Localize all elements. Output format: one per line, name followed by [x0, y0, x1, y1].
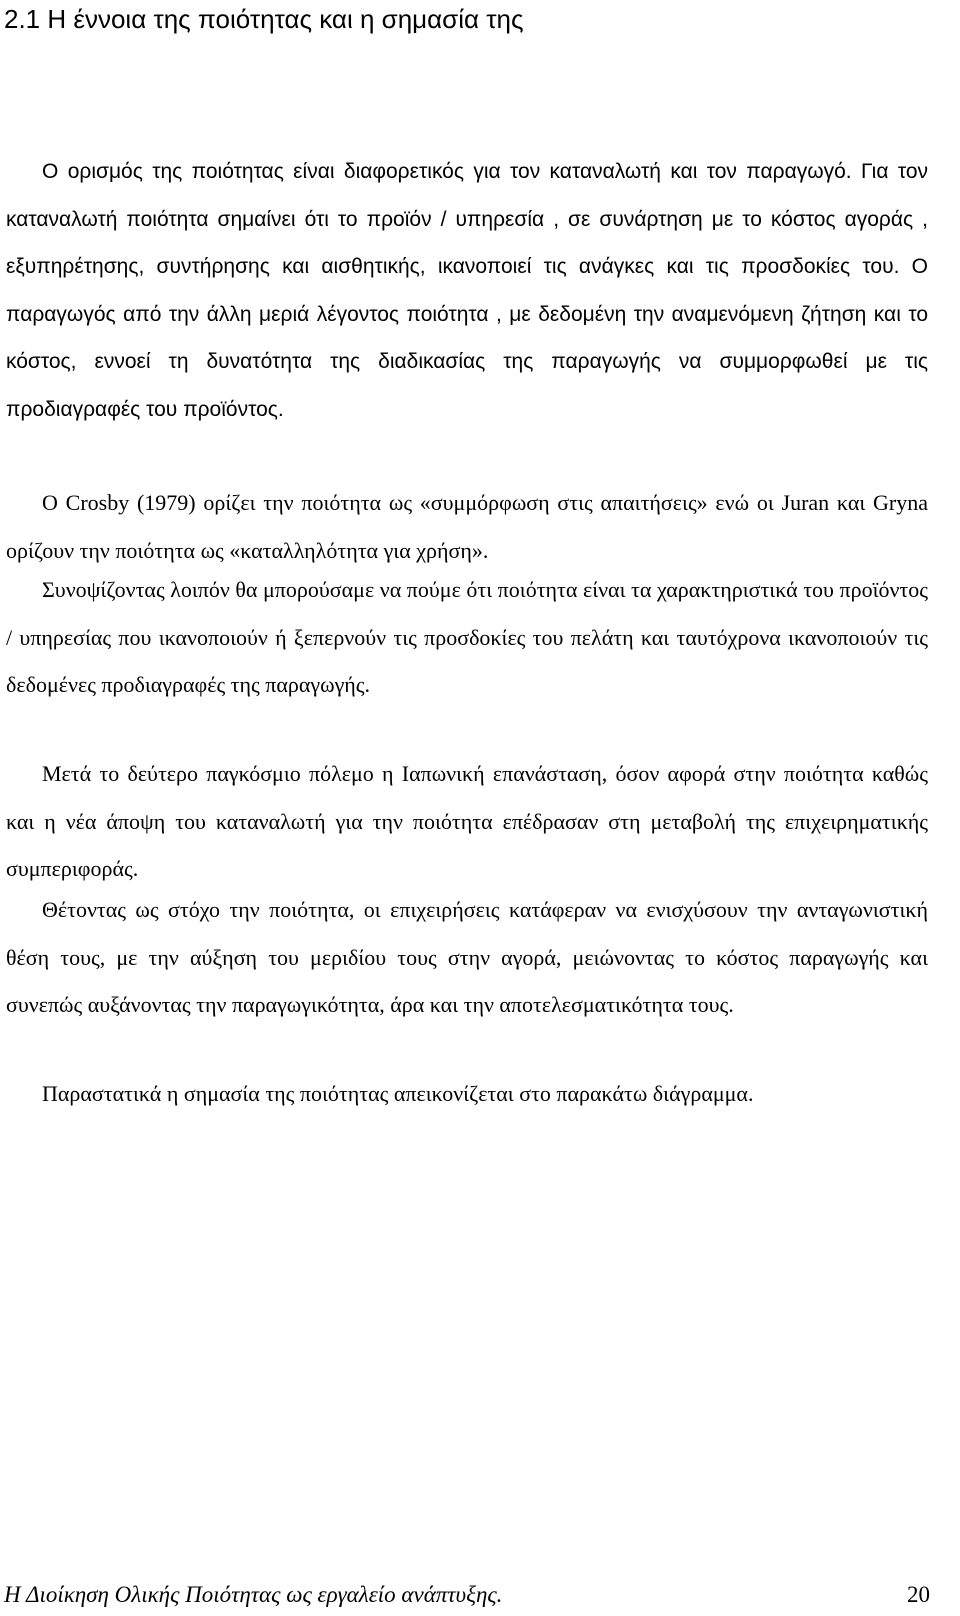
paragraph-summary: Συνοψίζοντας λοιπόν θα μπορούσαμε να πούμε ότι ποιότητα είναι τα χαρακτηριστικά του προϊόντος / υπηρεσίας που ικανοποιούν ή ξεπερνούν τις προσδοκίες του πελάτη και ταυτόχρονα ικανοποιούν τις δεδομένες προδιαγραφές της παραγωγής. [6, 577, 928, 697]
page-number: 20 [907, 1582, 930, 1607]
section-title: 2.1 Η έννοια της ποιότητας και η σημασία της [4, 4, 524, 34]
paragraph-japanese-revolution: Μετά το δεύτερο παγκόσμιο πόλεμο η Ιαπωνική επανάσταση, όσον αφορά στην ποιότητα καθώς και η νέα άποψη του καταναλωτή για την ποιότητα επέδρασαν στη μεταβολή της επιχειρηματικής συμπεριφοράς. [6, 761, 928, 881]
page-footer [4, 1580, 930, 1610]
paragraph-diagram-intro: Παραστατικά η σημασία της ποιότητας απεικονίζεται στο παρακάτω διάγραμμα. [42, 1081, 754, 1106]
paragraph-crosby-juran: Ο Crosby (1979) ορίζει την ποιότητα ως «συμμόρφωση στις απαιτήσεις» ενώ οι Juran και Gryna ορίζουν την ποιότητα ως «καταλληλότητα για χρήση». [6, 490, 928, 563]
paragraph-quality-definition: Ο ορισμός της ποιότητας είναι διαφορετικός για τον καταναλωτή και τον παραγωγό. Για τον καταναλωτή ποιότητα σημαίνει ότι το προϊόν / υπηρεσία , σε συνάρτηση με το κόστος αγοράς , εξυπηρέτησης, συντήρησης και αισθητικής, ικανοποιεί τις ανάγκες και τις προσδοκίες του. Ο παραγωγός από την άλλη μεριά λέγοντος ποιότητα , με δεδομένη την αναμενόμενη ζήτηση και το κόστος, εννοεί τη δυνατότητα της διαδικασίας της παραγωγής να συμμορφωθεί με τις προδιαγραφές του προϊόντος. [6, 160, 928, 421]
paragraph-competitive-position: Θέτοντας ως στόχο την ποιότητα, οι επιχειρήσεις κατάφεραν να ενισχύσουν την ανταγωνιστική θέση τους, με την αύξηση του μεριδίου τους στην αγορά, μειώνοντας το κόστος παραγωγής και συνεπώς αυξάνοντας την παραγωγικότητα, άρα και την αποτελεσματικότητα τους. [6, 897, 928, 1017]
footer-title: Η Διοίκηση Ολικής Ποιότητας ως εργαλείο ανάπτυξης. [4, 1582, 503, 1607]
